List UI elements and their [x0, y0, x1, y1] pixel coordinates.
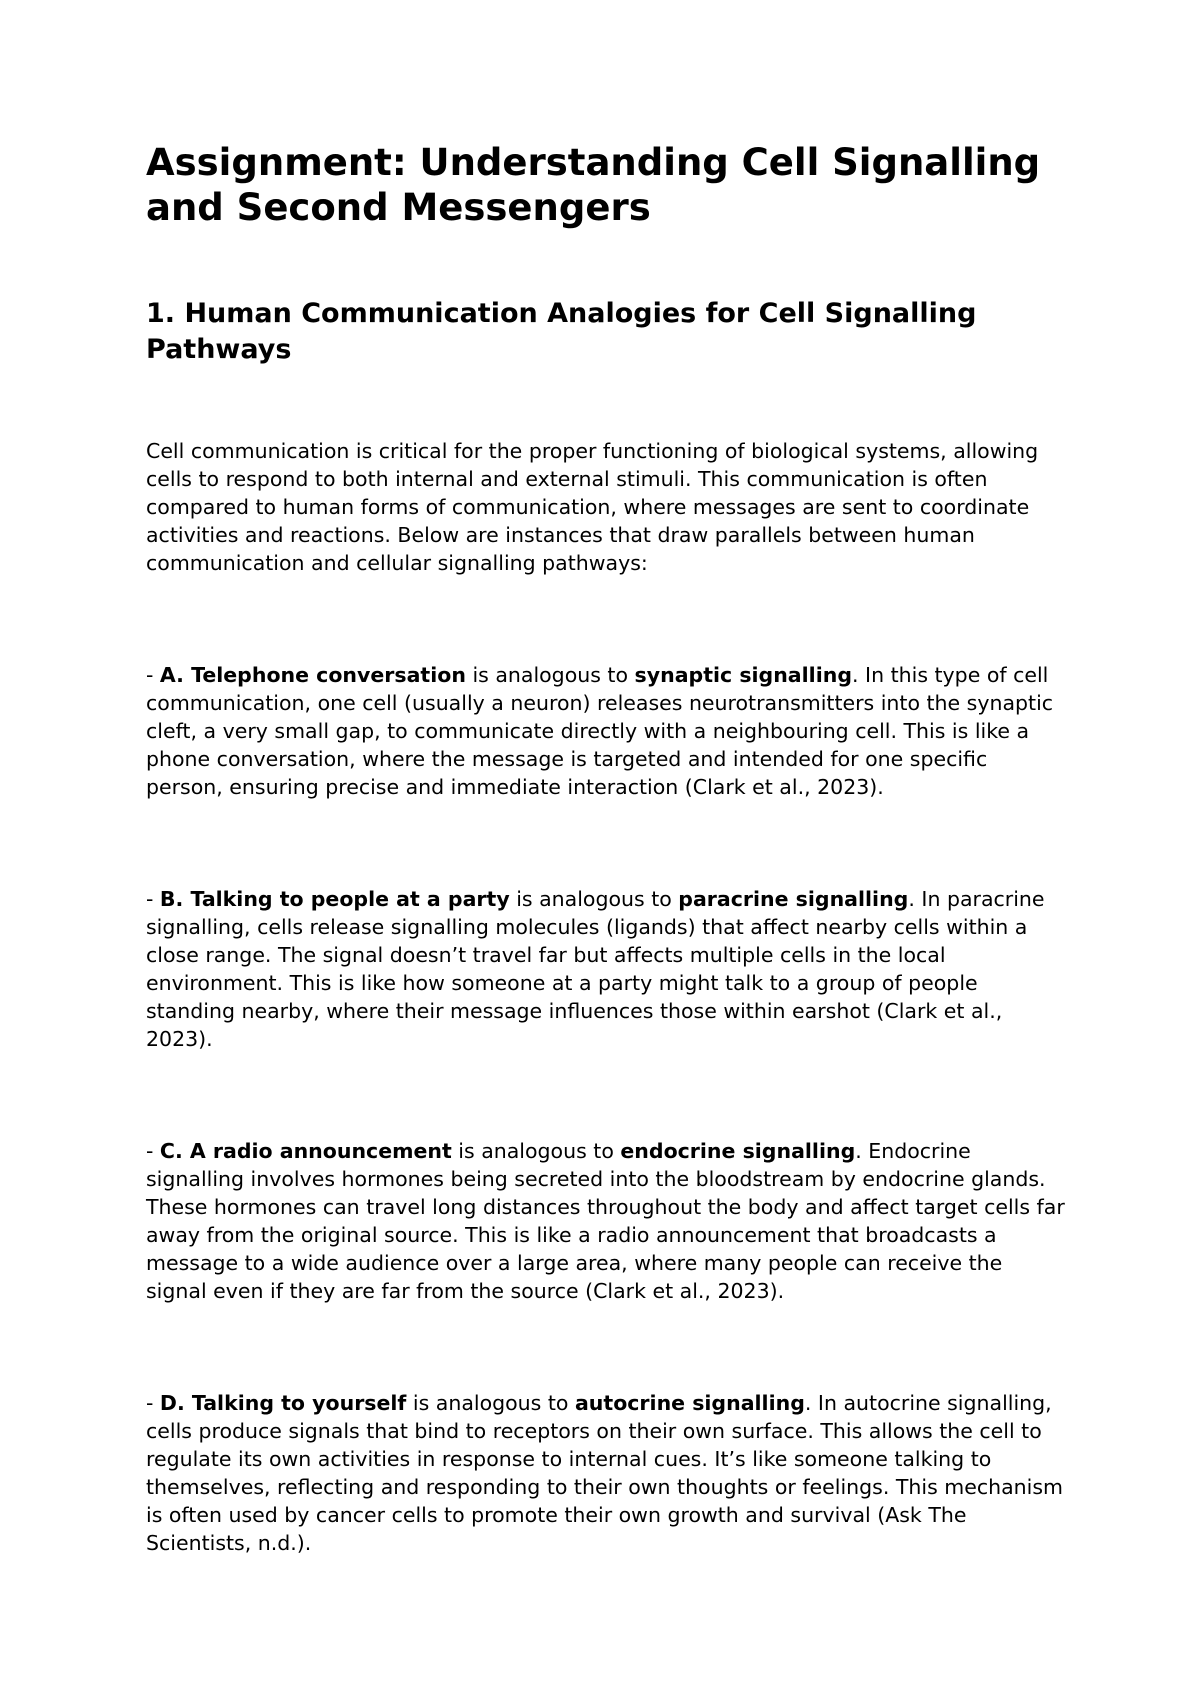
analogy-prefix: - — [146, 663, 160, 687]
section-heading: 1. Human Communication Analogies for Cell Signalling Pathways — [146, 298, 977, 365]
document-page — [146, 140, 1066, 1557]
analogy-prefix: - — [146, 887, 160, 911]
cell-term: autocrine signalling — [574, 1391, 805, 1415]
human-term: B. Talking to people at a party — [159, 887, 510, 911]
cell-term: endocrine signalling — [620, 1139, 856, 1163]
cell-term: synaptic signalling — [634, 663, 852, 687]
analogy-item-party — [146, 885, 1066, 1053]
analogy-text: . In this type of cell communication, one cell (usually a neuron) releases neurotransmitters into the synaptic cleft, a very small gap, to communicate directly with a neighbouring cell. This is like a phone conversation, where the message is targeted and intended for one specific person, ensuring precise and immediate interaction (Clark et al., 2023). — [146, 663, 1054, 799]
analogy-connector: is analogous to — [451, 1139, 621, 1163]
intro-paragraph: Cell communication is critical for the proper functioning of biological systems, allowing cells to respond to both internal and external stimuli. This communication is often compared to human forms of communication, where messages are sent to coordinate activities and reactions. Below are instances that draw parallels between human communication and cellular signalling pathways: — [146, 439, 1039, 575]
human-term: A. Telephone conversation — [159, 663, 466, 687]
human-term: D. Talking to yourself — [159, 1391, 407, 1415]
analogy-connector: is analogous to — [509, 887, 679, 911]
analogy-item-radio — [146, 1137, 1066, 1305]
analogy-connector: is analogous to — [406, 1391, 575, 1415]
analogy-connector: is analogous to — [465, 663, 635, 687]
analogy-item-yourself — [146, 1389, 1066, 1557]
analogy-text: . In autocrine signalling, cells produce signals that bind to receptors on their own surface. This allows the cell to regulate its own activities in response to internal cues. It’s like someone talking to themselves, reflecting and responding to their own thoughts or feelings. This mechanism is often used by cancer cells to promote their own growth and survival (Ask The Scientists, n.d.). — [146, 1391, 1064, 1555]
human-term: C. A radio announcement — [159, 1139, 452, 1163]
cell-term: paracrine signalling — [678, 887, 909, 911]
analogy-text: . Endocrine signalling involves hormones being secreted into the bloodstream by endocrine glands. These hormones can travel long distances throughout the body and affect target cells far away from the original source. This is like a radio announcement that broadcasts a message to a wide audience over a large area, where many people can receive the signal even if they are far from the source (Clark et al., 2023). — [146, 1139, 1065, 1303]
analogy-item-telephone — [146, 661, 1066, 801]
analogy-prefix: - — [146, 1391, 160, 1415]
analogy-prefix: - — [146, 1139, 160, 1163]
analogy-text: . In paracrine signalling, cells release signalling molecules (ligands) that affect nearby cells within a close range. The signal doesn’t travel far but affects multiple cells in the local environment. This is like how someone at a party might talk to a group of people standing nearby, where their message influences those within earshot (Clark et al., 2023). — [146, 887, 1045, 1051]
document-title: Assignment: Understanding Cell Signalling and Second Messengers — [146, 141, 1041, 229]
